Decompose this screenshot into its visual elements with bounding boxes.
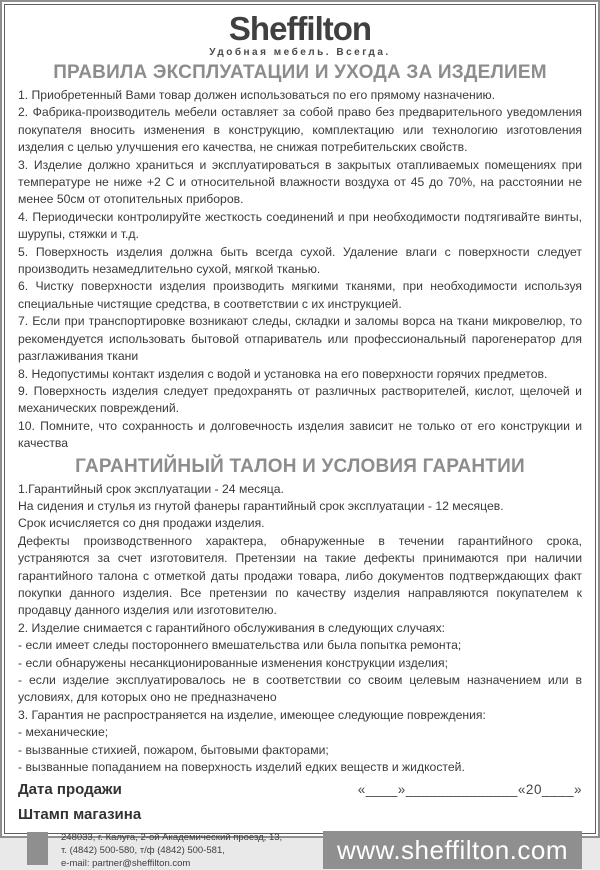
warranty-paragraph: Срок исчисляется со дня продажи изделия. [18,516,265,531]
website-banner: www.sheffilton.com [323,831,582,869]
rule-paragraph: 7. Если при транспортировке возникают следы, складки и заломы ворса на ткани микровелюр, то рекомендуется использовать бытовой отпариватель или профессиональный парогенератор для разглаживания ткани [18,314,582,364]
warranty-paragraph: - если изделие эксплуатировалось не в соответствии со своим целевым назначением или в условиях, для которых оно не предназначено [18,673,582,705]
warranty-list [18,481,582,777]
rule-paragraph: 5. Поверхность изделия должна быть всегда сухой. Удаление влаги с поверхности следует производить незамедлительно сухой, мягкой тканью. [18,244,582,277]
rule-paragraph: 6. Чистку поверхности изделия производить мягкими тканями, при необходимости используя специальные чистящие средства, в соответствии с их инструкцией. [18,279,582,311]
warranty-paragraph: 3. Гарантия не распространяется на изделие, имеющее следующие повреждения: [18,707,486,722]
brand-header [18,11,582,59]
warranty-paragraph: - вызванные стихией, пожаром, бытовыми факторами; [18,742,329,757]
rule-paragraph: 1. Приобретенный Вами товар должен использоваться по его прямому назначению. [18,88,496,102]
stamp-placeholder-square [27,832,48,865]
sale-date-blank-line: «____»______________«20____» [357,782,582,798]
brand-logo: Sheffilton [228,10,372,47]
company-address [61,831,282,870]
rule-paragraph: 8. Недопустимы контакт изделия с водой и установка на его поверхности горячих предметов. [18,366,548,381]
warranty-paragraph: - если обнаружены несанкционированные изменения конструкции изделия; [18,655,448,670]
warranty-paragraph: - если имеет следы постороннего вмешательства или была попытка ремонта; [18,638,462,653]
sale-date-row [18,781,582,798]
page-frame [4,4,596,870]
warranty-paragraph: На сидения и стулья из гнутой фанеры гарантийный срок эксплуатации - 12 месяцев. [18,498,504,513]
warranty-paragraph: Дефекты производственного характера, обнаруженные в течении гарантийного срока, устраняются за счет изготовителя. Претензии на такие дефекты принимаются при наличии гарантийного талона с отметкой даты продажи товара, либо документов подтверждающих факт покупки данного изделия. Все претензии по качеству изделия направляются покупателем к продавцу данного изделия или изготовителю. [18,533,582,618]
rule-paragraph: 10. Помните, что сохранность и долговечность изделия зависит не только от его конструкции и качества [18,418,582,451]
warranty-paragraph: 2. Изделие снимается с гарантийного обслуживания в следующих случаях: [18,620,446,635]
warranty-paragraph: 1.Гарантийный срок эксплуатации - 24 месяца. [18,481,284,496]
shop-stamp-label: Штамп магазина [18,806,142,824]
rules-list [18,87,582,453]
rules-section-title: ПРАВИЛА ЭКСПЛУАТАЦИИ И УХОДА ЗА ИЗДЕЛИЕМ [53,62,547,83]
address-line-2: т. (4842) 500-580, т/ф (4842) 500-581, [61,845,225,857]
footer [18,831,582,870]
rule-paragraph: 2. Фабрика-производитель мебели оставляет за собой право без предварительного уведомления покупателя вносить изменения в конструкцию, комплектацию или технологию изготовления изделия с целью улучшения его качества, не снижая потребительских свойств. [18,105,582,155]
brand-tagline: Удобная мебель. Всегда. [209,47,391,58]
rule-paragraph: 4. Периодически контролируйте жесткость соединений и при необходимости подтягивайте винты, шурупы, стяжки и т.д. [18,209,582,242]
warranty-section-title: ГАРАНТИЙНЫЙ ТАЛОН И УСЛОВИЯ ГАРАНТИИ [75,455,525,477]
rule-paragraph: 3. Изделие должно храниться и эксплуатироваться в закрытых отапливаемых помещениях при температуре не ниже +2 С и относительной влажности воздуха от 45 до 70%, на расстоянии не менее 50см от отопительных приборов. [18,157,582,207]
address-line-1: 248033, г. Калуга, 2-ой Академический проезд, 13, [61,832,283,844]
warranty-paragraph: - механические; [18,725,109,740]
warranty-paragraph: - вызванные попаданием на поверхность изделий едких веществ и жидкостей. [18,760,465,775]
address-line-3: e-mail: partner@sheffilton.com [61,858,191,870]
sale-date-label: Дата продажи [18,781,122,799]
rule-paragraph: 9. Поверхность изделия следует предохранять от различных растворителей, кислот, щелочей и механических повреждений. [18,383,582,416]
